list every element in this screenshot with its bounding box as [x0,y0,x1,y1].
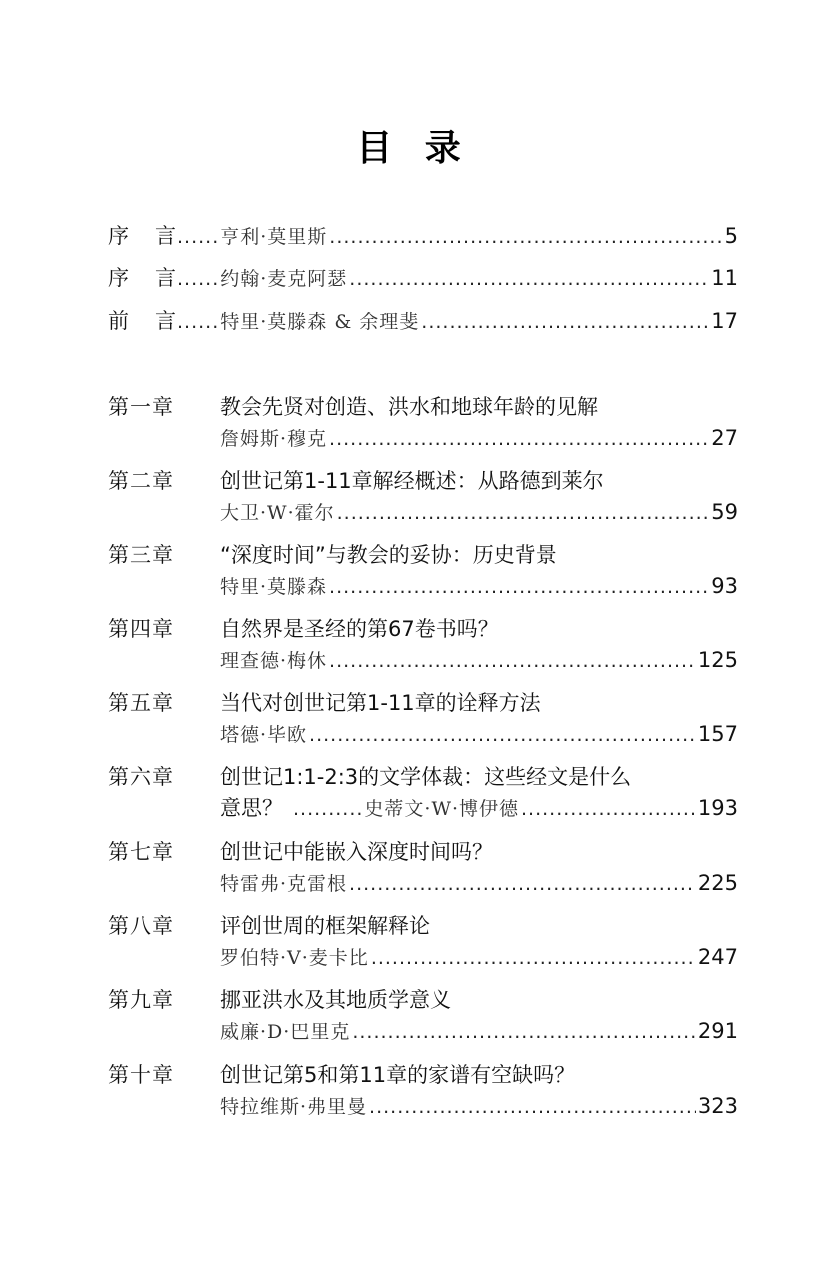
page-number: 5 [724,224,738,248]
page-number: 125 [697,648,738,672]
chapter-label: 第二章 [108,469,174,493]
dot-leader [421,307,709,337]
chapter-author-line [220,868,738,898]
author-name: 理查德·梅休 [220,650,328,672]
author-name: 特雷弗·克雷根 [220,873,348,895]
author-name: 詹姆斯·穆克 [220,428,328,450]
dot-leader [349,264,709,294]
chapter-label: 第九章 [108,988,174,1012]
page-title: 目 录 [356,128,471,169]
toc-front-entry [108,221,738,251]
dot-leader [371,943,696,973]
author-name: 塔德·毕欧 [220,724,308,746]
chapter-label: 第四章 [108,617,174,641]
chapter-label: 第五章 [108,691,174,715]
dot-leader [329,572,709,602]
author-name: 史蒂文·W·博伊德 [364,798,520,820]
chapter-label: 第三章 [108,543,174,567]
chapter-author-line [220,497,738,527]
page-number: 193 [697,796,738,820]
entry-label: 序 言 [108,224,176,248]
dot-leader [349,869,696,899]
dot-leader [329,222,722,252]
chapter-title: 自然界是圣经的第67卷书吗？ [220,617,499,641]
dot-leader: ...... [177,268,220,290]
chapter-author-line [220,719,738,749]
chapter-title: 创世记第1-11章解经概述：从路德到莱尔 [220,469,604,493]
chapter-title: “深度时间”与教会的妥协：历史背景 [220,543,557,567]
page-number: 225 [697,871,738,895]
chapter-title: 创世记1:1-2:3的文学体裁：这些经文是什么 [220,765,632,789]
chapter-author-line [220,571,738,601]
author-name: 亨利·莫里斯 [220,226,328,248]
chapter-label: 第六章 [108,765,174,789]
chapter-author-line [220,423,738,453]
dot-leader: ...... [177,311,220,333]
dot-leader: ...... [177,226,220,248]
chapter-label: 第七章 [108,840,174,864]
author-name: 威廉·D·巴里克 [220,1021,351,1043]
toc-front-entry [108,263,738,293]
author-name: 约翰·麦克阿瑟 [220,268,348,290]
chapter-title-continuation: 意思？ [220,796,283,820]
entry-label: 前 言 [108,309,176,333]
dot-leader [329,424,709,454]
page-number: 17 [711,309,738,333]
author-name: 罗伯特·V·麦卡比 [220,947,369,969]
chapter-title: 创世记中能嵌入深度时间吗？ [220,840,493,864]
chapter-label: 第八章 [108,914,174,938]
page-number: 323 [697,1094,738,1118]
chapter-title: 挪亚洪水及其地质学意义 [220,988,451,1012]
page-number: 11 [711,266,738,290]
author-name: 特拉维斯·弗里曼 [220,1096,368,1118]
author-name: 大卫·W·霍尔 [220,502,335,524]
chapter-title: 教会先贤对创造、洪水和地球年龄的见解 [220,395,598,419]
chapter-author-line [220,942,738,972]
chapter-title: 当代对创世记第1-11章的诠释方法 [220,691,541,715]
chapter-author-line [220,1091,738,1121]
chapter-label: 第十章 [108,1063,174,1087]
chapter-author-line [220,645,738,675]
dot-leader: .......... [293,798,364,820]
toc-front-entry [108,306,738,336]
author-name: 特里·莫滕森 & 余理斐 [220,311,420,333]
page-number: 291 [697,1019,738,1043]
chapter-author-line [220,793,738,823]
chapter-author-line [220,1016,738,1046]
page-number: 59 [711,500,738,524]
dot-leader [329,646,696,676]
chapter-label: 第一章 [108,395,174,419]
page-number: 93 [711,574,738,598]
page-number: 247 [697,945,738,969]
dot-leader [337,498,710,528]
entry-label: 序 言 [108,266,176,290]
chapter-title: 创世记第5和第11章的家谱有空缺吗？ [220,1063,576,1087]
author-name: 特里·莫滕森 [220,576,328,598]
page-number: 157 [697,722,738,746]
dot-leader [521,794,696,824]
dot-leader [369,1092,696,1122]
page-number: 27 [711,426,738,450]
dot-leader [352,1017,696,1047]
chapter-title: 评创世周的框架解释论 [220,914,430,938]
dot-leader [309,720,696,750]
